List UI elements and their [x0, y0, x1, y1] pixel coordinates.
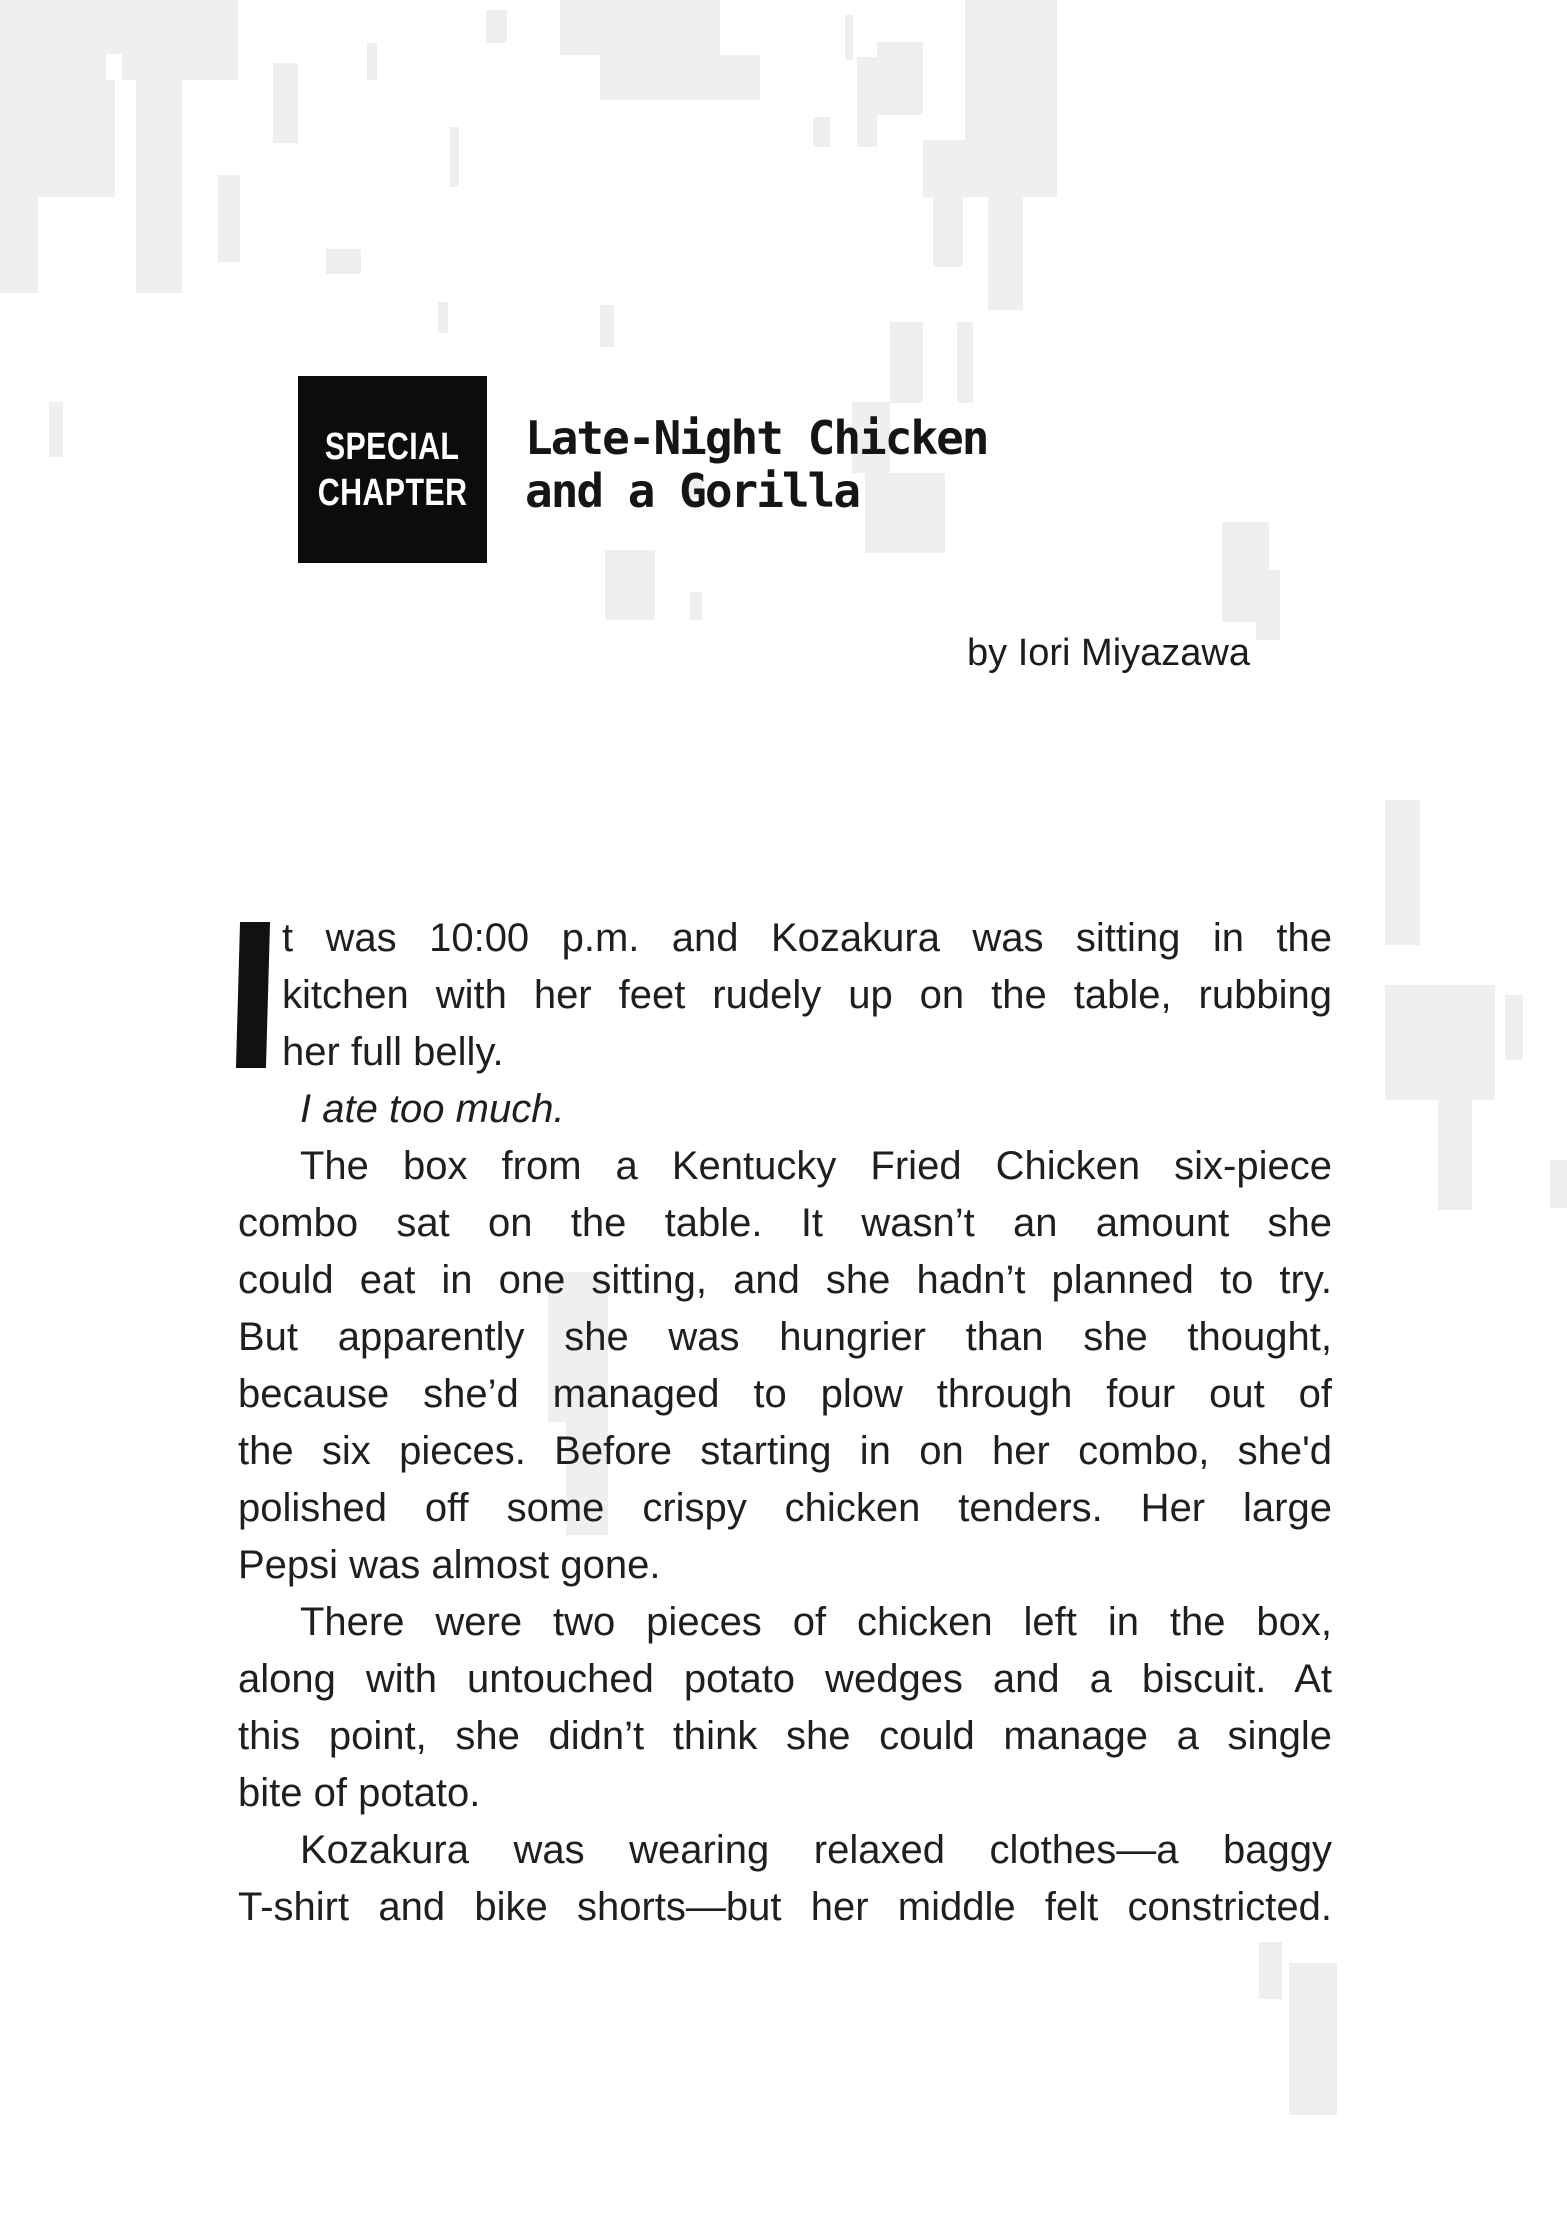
paragraph: [238, 910, 1332, 1081]
body-line: kitchen with her feet rudely up on the table, rubbing: [282, 973, 1332, 1017]
body-line: combo sat on the table. It wasn’t an amount she: [238, 1201, 1332, 1245]
pixel-decor-block: [1438, 1100, 1472, 1210]
pixel-decor-block: [486, 10, 507, 43]
pixel-decor-block: [988, 197, 1023, 310]
pixel-decor-block: [877, 42, 923, 115]
pixel-decor-block: [605, 550, 655, 620]
body-line: There were two pieces of chicken left in the box,: [300, 1600, 1332, 1644]
pixel-decor-block: [600, 305, 614, 347]
pixel-decor-block: [1385, 800, 1420, 945]
pixel-decor-block: [326, 249, 361, 274]
paragraph: [238, 1822, 1332, 1936]
body-line: Kozakura was wearing relaxed clothes—a baggy: [300, 1828, 1332, 1872]
pixel-decor-block: [1550, 1160, 1567, 1208]
pixel-decor-block: [0, 80, 115, 197]
chapter-badge-line1: SPECIAL: [325, 425, 460, 468]
body-line: along with untouched potato wedges and a biscuit. At: [238, 1657, 1332, 1701]
pixel-decor-block: [690, 592, 702, 620]
paragraph: [238, 1594, 1332, 1822]
pixel-decor-block: [438, 302, 448, 333]
pixel-decor-block: [218, 175, 240, 262]
chapter-title-line2: and a Gorilla: [525, 464, 860, 518]
body-line: could eat in one sitting, and she hadn’t planned to try.: [238, 1258, 1332, 1302]
body-line: because she’d managed to plow through four out of: [238, 1372, 1332, 1416]
pixel-decor-block: [933, 178, 963, 267]
pixel-decor-block: [965, 0, 1057, 197]
pixel-decor-block: [1385, 985, 1495, 1100]
body-line: polished off some crispy chicken tenders. Her large: [238, 1486, 1332, 1530]
pixel-decor-block: [890, 322, 923, 403]
body-line: The box from a Kentucky Fried Chicken six-piece: [300, 1144, 1332, 1188]
pixel-decor-block: [813, 117, 830, 147]
chapter-badge: [298, 376, 487, 563]
pixel-decor-block: [600, 0, 720, 100]
body-line: T-shirt and bike shorts—but her middle felt constricted.: [238, 1885, 1332, 1929]
pixel-decor-block: [450, 127, 459, 187]
body-line: this point, she didn’t think she could manage a single: [238, 1714, 1332, 1758]
body-line: her full belly.: [282, 1030, 504, 1074]
pixel-decor-block: [0, 0, 106, 80]
dropcap-letter-I: [236, 922, 270, 1068]
pixel-decor-block: [49, 402, 63, 457]
author-byline: by Iori Miyazawa: [967, 632, 1250, 674]
pixel-decor-block: [845, 15, 853, 60]
body-line: t was 10:00 p.m. and Kozakura was sitting in the: [238, 910, 1332, 967]
pixel-decor-block: [367, 43, 377, 80]
chapter-badge-line2: CHAPTER: [317, 471, 468, 514]
body-line: But apparently she was hungrier than she thought,: [238, 1315, 1332, 1359]
chapter-title-line1: Late-Night Chicken: [525, 411, 988, 465]
pixel-decor-block: [720, 55, 760, 100]
pixel-decor-block: [1289, 1963, 1337, 2115]
body-line: bite of potato.: [238, 1771, 481, 1815]
pixel-decor-block: [1505, 995, 1523, 1060]
body-line: Pepsi was almost gone.: [238, 1543, 661, 1587]
pixel-decor-block: [0, 197, 38, 293]
pixel-decor-block: [1256, 570, 1280, 640]
body-line: the six pieces. Before starting in on her combo, she'd: [238, 1429, 1332, 1473]
pixel-decor-block: [273, 63, 298, 143]
chapter-title: [525, 412, 988, 518]
pixel-decor-block: [560, 0, 605, 55]
paragraph: [238, 1081, 1332, 1138]
pixel-decor-block: [122, 0, 238, 80]
pixel-decor-block: [136, 80, 182, 293]
pixel-decor-block: [857, 57, 877, 147]
body-line: I ate too much.: [300, 1087, 565, 1131]
pixel-decor-block: [1259, 1942, 1282, 1999]
body-text: [238, 910, 1332, 1936]
paragraph: [238, 1138, 1332, 1594]
pixel-decor-block: [106, 0, 122, 54]
pixel-decor-block: [957, 322, 973, 403]
